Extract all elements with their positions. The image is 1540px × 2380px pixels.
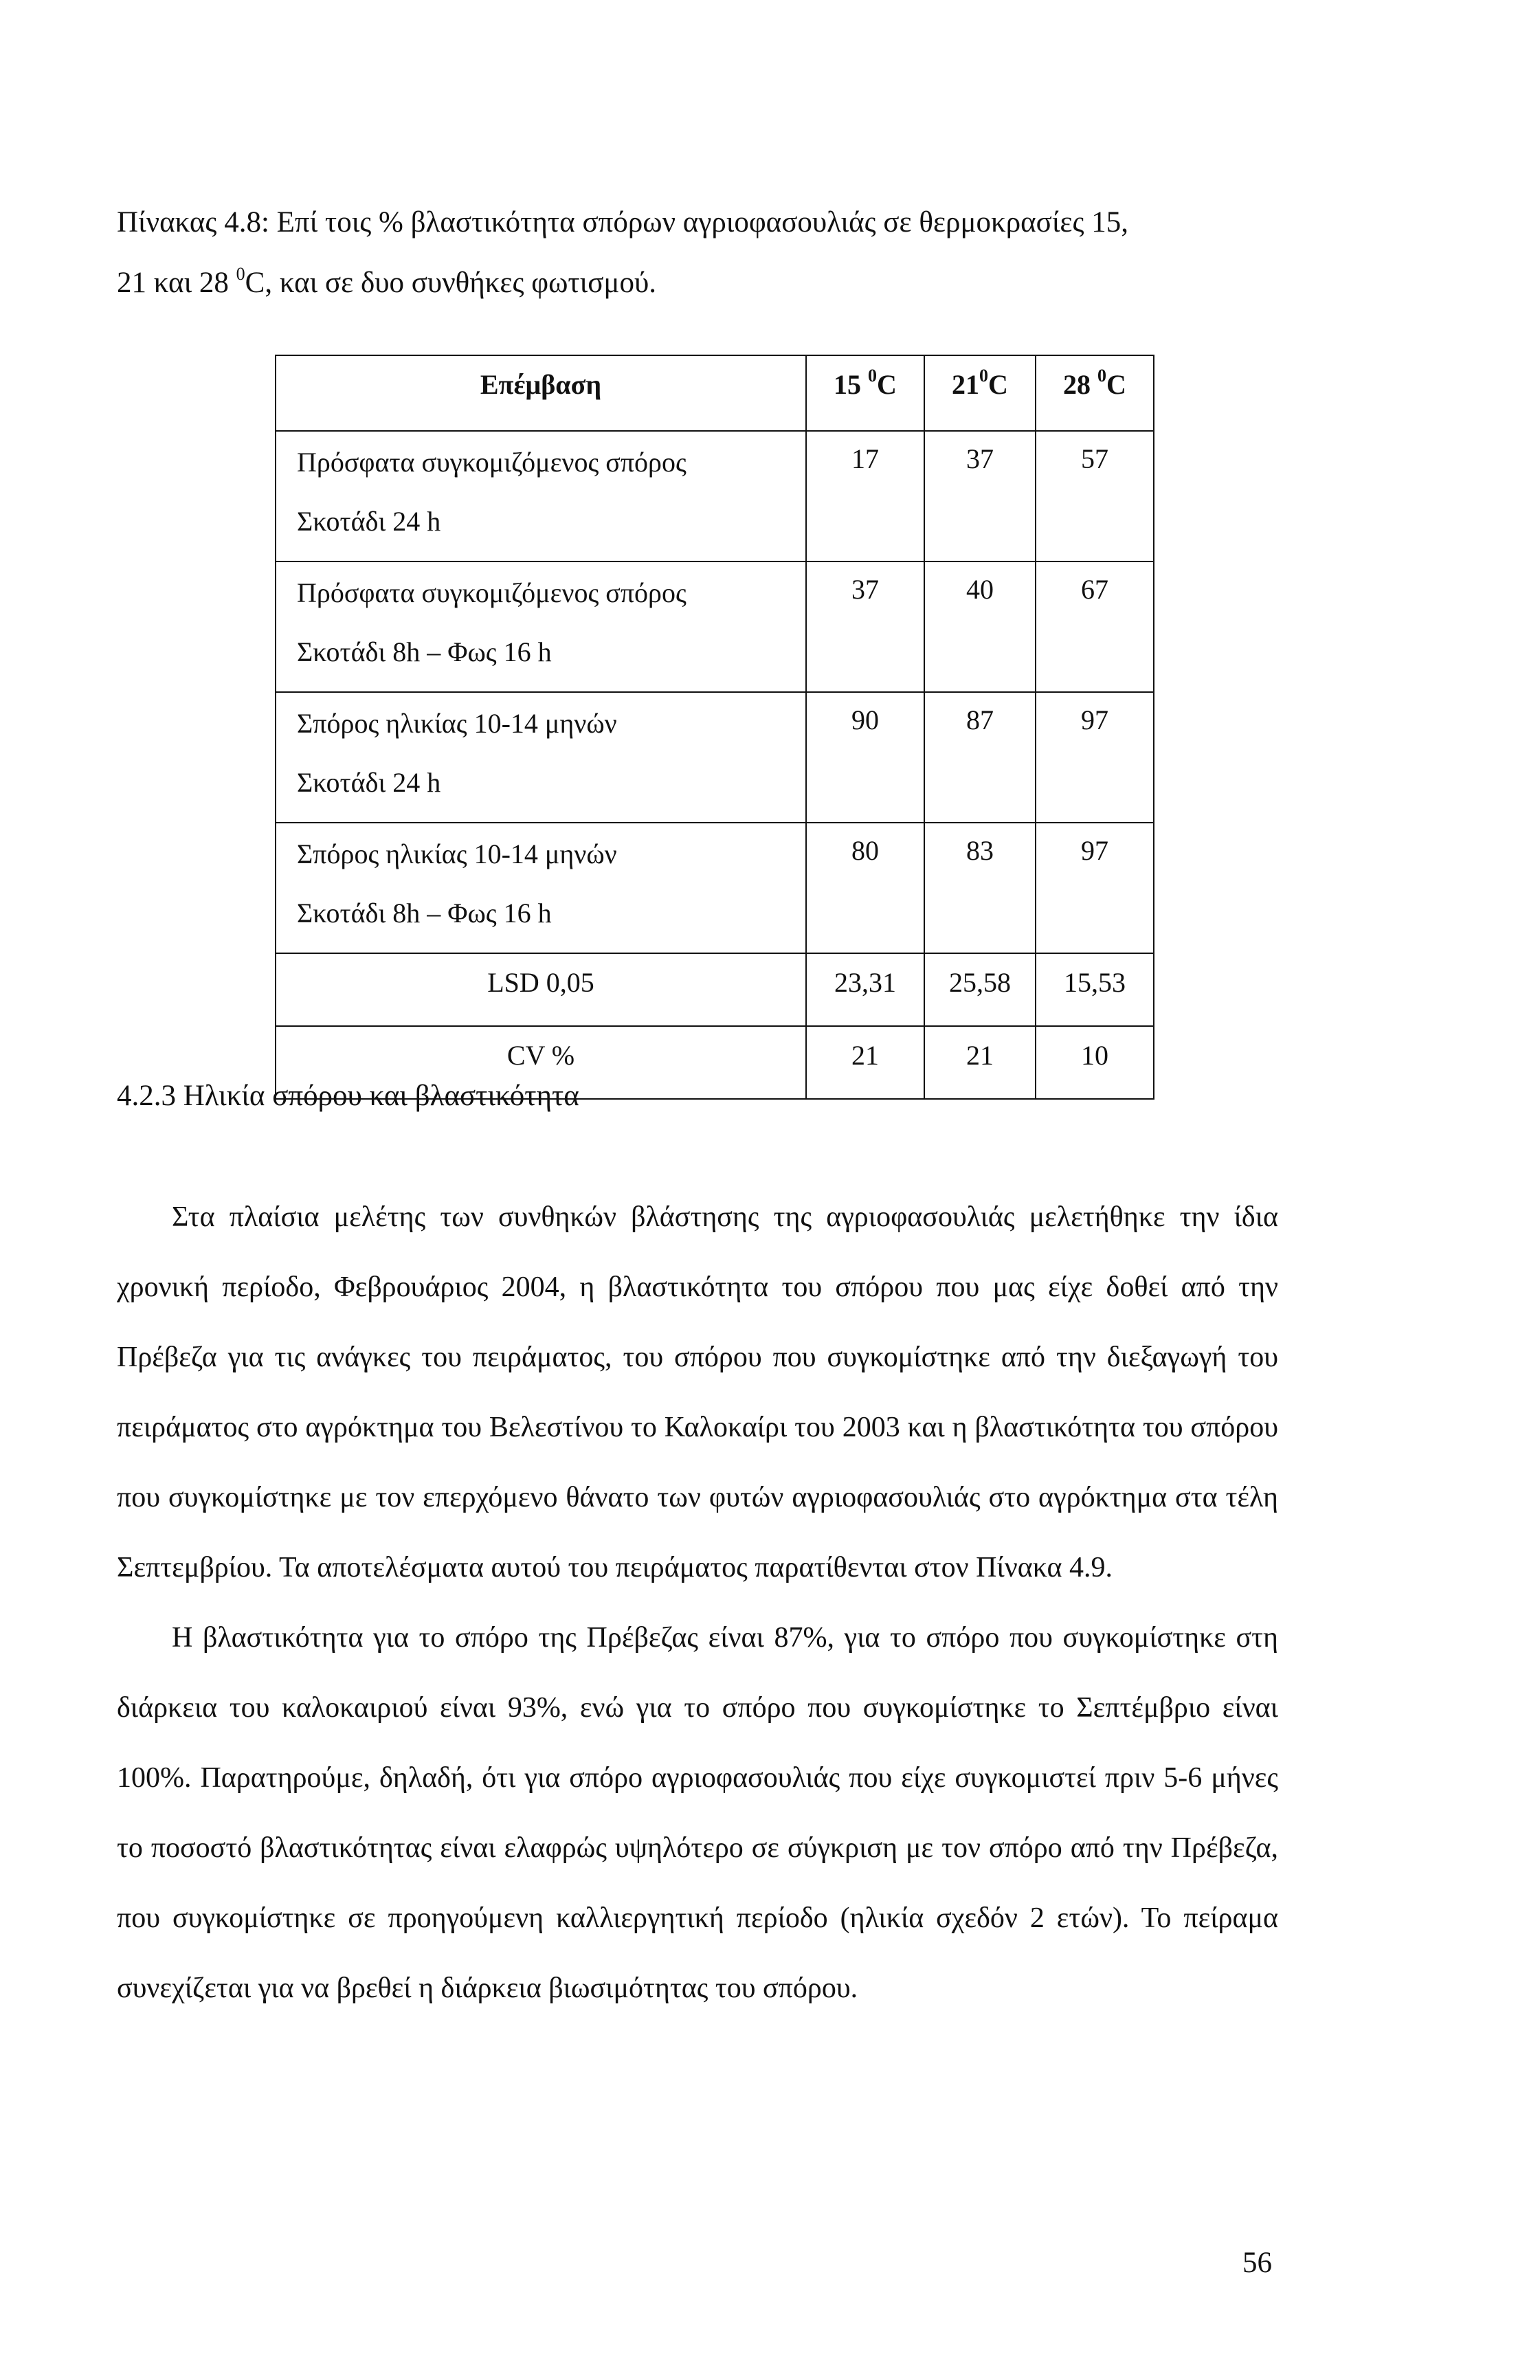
table-caption <box>117 192 1285 313</box>
table-row <box>276 692 1154 823</box>
cv-label: CV % <box>276 1026 806 1099</box>
table-header-row <box>276 355 1154 431</box>
germination-table <box>275 355 1154 1100</box>
table-row <box>276 561 1154 692</box>
row-label: Πρόσφατα συγκομιζόμενος σπόρος Σκοτάδι 24 h <box>276 431 806 561</box>
table-row-lsd <box>276 953 1154 1026</box>
cell-21c: 87 <box>924 692 1036 823</box>
row-label: Πρόσφατα συγκομιζόμενος σπόρος Σκοτάδι 8h – Φως 16 h <box>276 561 806 692</box>
row-label: Σπόρος ηλικίας 10-14 μηνών Σκοτάδι 8h – Φως 16 h <box>276 823 806 953</box>
cell-28c: 15,53 <box>1036 953 1154 1026</box>
lsd-label: LSD 0,05 <box>276 953 806 1026</box>
cell-21c: 21 <box>924 1026 1036 1099</box>
header-28c: 28 $^0$C <box>1036 355 1154 431</box>
cell-15c: 80 <box>806 823 924 953</box>
cell-28c: 97 <box>1036 692 1154 823</box>
caption-line-2: 21 και 28 $^0$C, και σε δυο συνθήκες φωτισμού. <box>117 264 656 299</box>
cell-21c: 83 <box>924 823 1036 953</box>
cell-21c: 40 <box>924 561 1036 692</box>
cell-15c: 21 <box>806 1026 924 1099</box>
header-15c: 15 $^0$C <box>806 355 924 431</box>
table-row <box>276 431 1154 561</box>
row-label: Σπόρος ηλικίας 10-14 μηνών Σκοτάδι 24 h <box>276 692 806 823</box>
table-row <box>276 823 1154 953</box>
cell-21c: 25,58 <box>924 953 1036 1026</box>
cell-15c: 17 <box>806 431 924 561</box>
cell-15c: 37 <box>806 561 924 692</box>
page-number: 56 <box>1242 2247 1272 2279</box>
paragraph-1: Στα πλαίσια μελέτης των συνθηκών βλάστησης της αγριοφασουλιάς μελετήθηκε την ίδια χρονική περίοδο, Φεβρουάριος 2004, η βλαστικότητα του σπόρου που μας είχε δοθεί από την Πρέβεζα για τις ανάγκες του πειράματος, του σπόρου που συγκομίστηκε από την διεξαγωγή του πειράματος στο αγρόκτημα του Βελεστίνου το Καλοκαίρι του 2003 και η βλαστικότητα του σπόρου που συγκομίστηκε με τον επερχόμενο θάνατο των φυτών αγριοφασουλιάς στο αγρόκτημα στα τέλη Σεπτεμβρίου. Τα αποτελέσματα αυτού του πειράματος παρατίθενται στον Πίνακα 4.9. <box>117 1201 1278 1583</box>
cell-15c: 23,31 <box>806 953 924 1026</box>
body-text <box>117 1182 1278 2023</box>
cell-15c: 90 <box>806 692 924 823</box>
cell-28c: 97 <box>1036 823 1154 953</box>
cell-28c: 57 <box>1036 431 1154 561</box>
cell-21c: 37 <box>924 431 1036 561</box>
header-21c: $21^0C$ <box>924 355 1036 431</box>
paragraph-2: Η βλαστικότητα για το σπόρο της Πρέβεζας είναι 87%, για το σπόρο που συγκομίστηκε στη διάρκεια του καλοκαιριού είναι 93%, ενώ για το σπόρο που συγκομίστηκε το Σεπτέμβριο είναι 100%. Παρατηρούμε, δηλαδή, ότι για σπόρο αγριοφασουλιάς που είχε συγκομιστεί πριν 5-6 μήνες το ποσοστό βλαστικότητας είναι ελαφρώς υψηλότερο σε σύγκριση με τον σπόρο από την Πρέβεζα, που συγκομίστηκε σε προηγούμενη καλλιεργητική περίοδο (ηλικία σχεδόν 2 ετών). Το πείραμα συνεχίζεται για να βρεθεί η διάρκεια βιωσιμότητας του σπόρου. <box>117 1622 1278 2004</box>
section-heading: 4.2.3 Ηλικία σπόρου και βλαστικότητα <box>117 1080 579 1112</box>
header-treatment: Επέμβαση <box>276 355 806 431</box>
cell-28c: 67 <box>1036 561 1154 692</box>
cell-28c: 10 <box>1036 1026 1154 1099</box>
caption-line-1: Πίνακας 4.8: Επί τοις % βλαστικότητα σπόρων αγριοφασουλιάς σε θερμοκρασίες 15, <box>117 206 1129 238</box>
